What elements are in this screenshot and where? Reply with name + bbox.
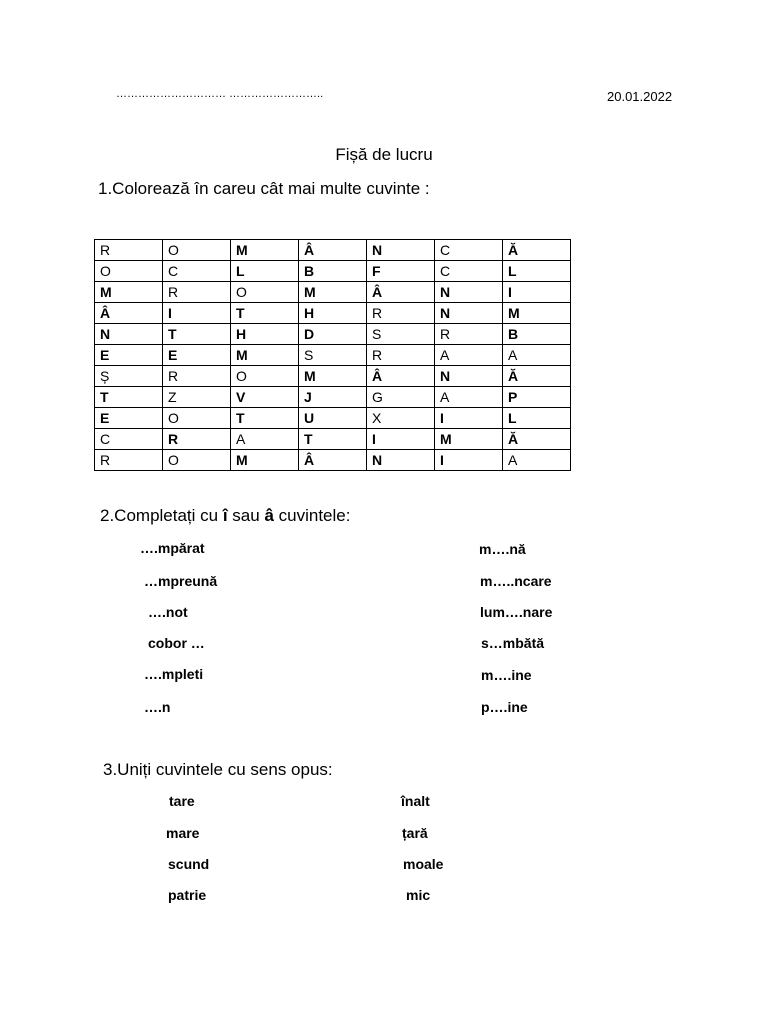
date: 20.01.2022: [607, 89, 673, 104]
antonym-right: țară: [402, 825, 428, 841]
grid-cell: M: [299, 282, 367, 303]
grid-cell: Ș: [95, 366, 163, 387]
grid-cell: Â: [367, 366, 435, 387]
fill-word-right: p….ine: [481, 699, 528, 715]
grid-cell: M: [231, 450, 299, 471]
grid-row: [95, 408, 571, 429]
grid-cell: T: [95, 387, 163, 408]
antonym-left: tare: [169, 793, 195, 809]
antonym-right: mic: [406, 887, 431, 903]
fill-word-right: s…mbătă: [481, 635, 545, 651]
grid-cell: H: [299, 303, 367, 324]
fill-word-left: ….n: [144, 699, 171, 715]
grid-row: [95, 261, 571, 282]
grid-cell: O: [163, 450, 231, 471]
grid-row: [95, 366, 571, 387]
fill-word-right: m….nă: [479, 541, 526, 557]
grid-cell: Ă: [503, 366, 571, 387]
grid-cell: L: [503, 408, 571, 429]
grid-cell: A: [435, 345, 503, 366]
grid-cell: C: [163, 261, 231, 282]
word-search-grid: [94, 239, 571, 471]
grid-cell: A: [503, 450, 571, 471]
grid-cell: O: [231, 282, 299, 303]
task2-letter-a: â: [264, 506, 274, 525]
grid-cell: Â: [95, 303, 163, 324]
fill-word-right: m…..ncare: [480, 573, 552, 589]
page-title: Fișă de lucru: [335, 145, 433, 164]
grid-cell: P: [503, 387, 571, 408]
name-line: ………………………… ……………………..: [116, 88, 324, 100]
grid-cell: Ă: [503, 240, 571, 261]
task2-label-prefix: 2.Completați cu: [100, 506, 223, 525]
grid-cell: Z: [163, 387, 231, 408]
grid-cell: A: [503, 345, 571, 366]
grid-cell: O: [163, 408, 231, 429]
antonym-right: moale: [403, 856, 444, 872]
grid-cell: I: [367, 429, 435, 450]
grid-row: [95, 429, 571, 450]
fill-word-left: ….mpărat: [140, 540, 205, 556]
grid-cell: M: [503, 303, 571, 324]
grid-cell: E: [95, 408, 163, 429]
grid-cell: M: [299, 366, 367, 387]
grid-cell: X: [367, 408, 435, 429]
grid-cell: U: [299, 408, 367, 429]
grid-cell: Â: [299, 450, 367, 471]
grid-cell: R: [163, 282, 231, 303]
grid-cell: N: [367, 240, 435, 261]
grid-cell: S: [299, 345, 367, 366]
grid-cell: C: [95, 429, 163, 450]
grid-cell: R: [95, 240, 163, 261]
grid-cell: R: [367, 303, 435, 324]
grid-cell: B: [503, 324, 571, 345]
grid-cell: A: [435, 387, 503, 408]
grid-cell: V: [231, 387, 299, 408]
grid-cell: N: [435, 303, 503, 324]
grid-cell: G: [367, 387, 435, 408]
task3-instruction: 3.Uniți cuvintele cu sens opus:: [103, 760, 333, 779]
grid-cell: I: [503, 282, 571, 303]
grid-cell: R: [435, 324, 503, 345]
fill-word-left: ….mpleti: [144, 666, 204, 682]
antonym-right: înalt: [401, 793, 430, 809]
grid-cell: R: [163, 429, 231, 450]
grid-cell: N: [435, 282, 503, 303]
grid-cell: C: [435, 261, 503, 282]
grid-cell: R: [95, 450, 163, 471]
grid-row: [95, 450, 571, 471]
grid-cell: A: [231, 429, 299, 450]
grid-row: [95, 387, 571, 408]
grid-cell: E: [163, 345, 231, 366]
task2-letter-i: î: [222, 506, 228, 525]
grid-cell: T: [231, 303, 299, 324]
grid-cell: L: [503, 261, 571, 282]
grid-cell: Â: [299, 240, 367, 261]
grid-cell: H: [231, 324, 299, 345]
grid-cell: N: [435, 366, 503, 387]
antonym-left: mare: [166, 825, 200, 841]
grid-cell: B: [299, 261, 367, 282]
grid-cell: L: [231, 261, 299, 282]
grid-cell: T: [163, 324, 231, 345]
grid-cell: F: [367, 261, 435, 282]
grid-cell: M: [435, 429, 503, 450]
grid-cell: I: [435, 450, 503, 471]
antonym-left: patrie: [168, 887, 207, 903]
grid-row: [95, 324, 571, 345]
grid-cell: I: [163, 303, 231, 324]
task2-instruction: [100, 506, 350, 526]
grid-cell: M: [231, 345, 299, 366]
antonym-left: scund: [168, 856, 210, 872]
grid-cell: Ă: [503, 429, 571, 450]
grid-cell: R: [163, 366, 231, 387]
grid-row: [95, 303, 571, 324]
fill-word-right: m….ine: [481, 667, 532, 683]
grid-row: [95, 282, 571, 303]
grid-cell: E: [95, 345, 163, 366]
task1-instruction: 1.Colorează în careu cât mai multe cuvinte :: [98, 179, 430, 198]
grid-cell: O: [95, 261, 163, 282]
grid-cell: M: [231, 240, 299, 261]
grid-cell: Â: [367, 282, 435, 303]
task2-label-mid: sau: [227, 506, 265, 525]
fill-word-left: ….not: [148, 604, 188, 620]
fill-word-left: cobor …: [148, 635, 205, 651]
grid-cell: R: [367, 345, 435, 366]
fill-word-right: lum….nare: [480, 604, 553, 620]
grid-cell: O: [163, 240, 231, 261]
grid-cell: J: [299, 387, 367, 408]
grid-cell: N: [367, 450, 435, 471]
grid-cell: I: [435, 408, 503, 429]
task2-label-suffix: cuvintele:: [273, 506, 351, 525]
grid-cell: T: [299, 429, 367, 450]
grid-cell: C: [435, 240, 503, 261]
grid-cell: T: [231, 408, 299, 429]
grid-cell: M: [95, 282, 163, 303]
grid-cell: D: [299, 324, 367, 345]
grid-row: [95, 240, 571, 261]
grid-cell: N: [95, 324, 163, 345]
grid-cell: S: [367, 324, 435, 345]
grid-row: [95, 345, 571, 366]
grid-cell: O: [231, 366, 299, 387]
fill-word-left: …mpreună: [144, 573, 218, 589]
